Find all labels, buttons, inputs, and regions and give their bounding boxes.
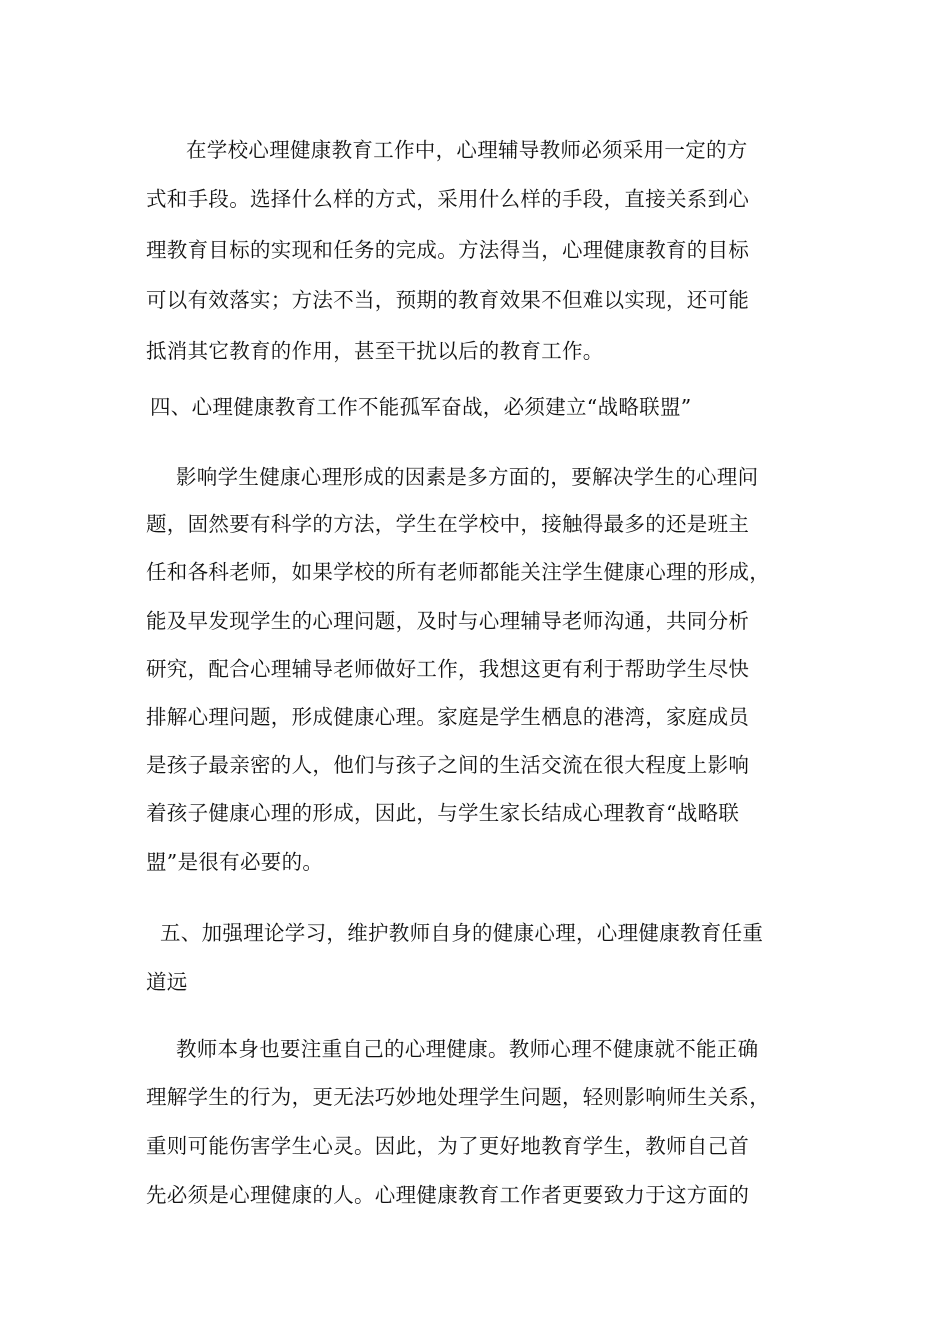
paragraph-line: 研究，配合心理辅导老师做好工作，我想这更有利于帮助学生尽快: [146, 657, 750, 681]
paragraph-line: 教师本身也要注重自己的心理健康。教师心理不健康就不能正确: [176, 1037, 759, 1061]
paragraph-line: 排解心理问题，形成健康心理。家庭是学生栖息的港湾，家庭成员: [146, 705, 750, 729]
section-heading: 五、加强理论学习，维护教师自身的健康心理，心理健康教育任重: [160, 921, 764, 945]
section-heading: 四、心理健康教育工作不能孤军奋战，必须建立“战略联盟”: [150, 395, 692, 419]
paragraph-line: 重则可能伤害学生心灵。因此，为了更好地教育学生，教师自己首: [146, 1134, 750, 1158]
paragraph-line: 题，固然要有科学的方法，学生在学校中，接触得最多的还是班主: [146, 512, 750, 536]
paragraph-line: 先必须是心理健康的人。心理健康教育工作者更要致力于这方面的: [146, 1183, 750, 1207]
paragraph-line: 理解学生的行为，更无法巧妙地处理学生问题，轻则影响师生关系，: [146, 1085, 770, 1109]
paragraph-line: 着孩子健康心理的形成，因此，与学生家长结成心理教育“战略联: [146, 801, 740, 825]
section-heading: 道远: [146, 970, 188, 994]
paragraph-line: 理教育目标的实现和任务的完成。方法得当，心理健康教育的目标: [146, 238, 750, 262]
paragraph-line: 抵消其它教育的作用，甚至干扰以后的教育工作。: [146, 339, 604, 363]
paragraph-line: 可以有效落实；方法不当，预期的教育效果不但难以实现，还可能: [146, 288, 750, 312]
paragraph-line: 在学校心理健康教育工作中，心理辅导教师必须采用一定的方: [186, 138, 748, 162]
paragraph-line: 任和各科老师，如果学校的所有老师都能关注学生健康心理的形成，: [146, 560, 770, 584]
paragraph-line: 能及早发现学生的心理问题，及时与心理辅导老师沟通，共同分析: [146, 609, 750, 633]
paragraph-line: 影响学生健康心理形成的因素是多方面的，要解决学生的心理问: [176, 465, 759, 489]
paragraph-line: 盟”是很有必要的。: [146, 850, 324, 874]
paragraph-line: 是孩子最亲密的人，他们与孩子之间的生活交流在很大程度上影响: [146, 753, 750, 777]
paragraph-line: 式和手段。选择什么样的方式，采用什么样的手段，直接关系到心: [146, 187, 750, 211]
